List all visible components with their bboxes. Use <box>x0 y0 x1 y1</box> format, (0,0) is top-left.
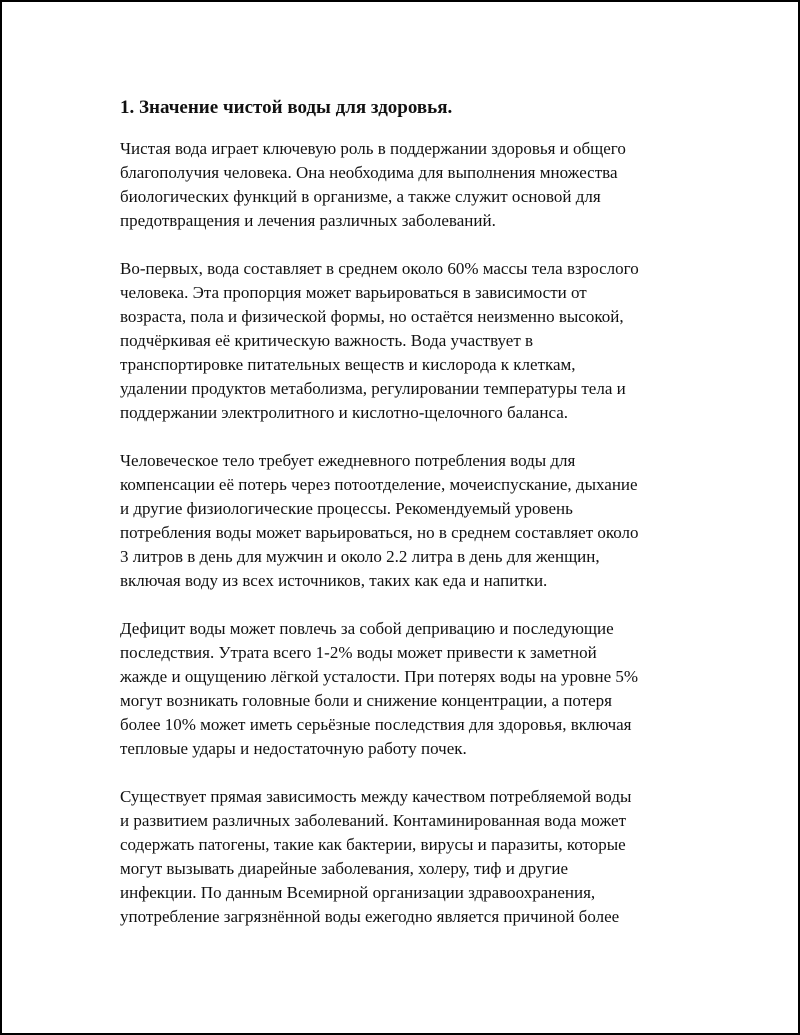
text-line: инфекции. По данным Всемирной организации здравоохранения, <box>120 883 596 902</box>
text-line: подчёркивая её критическую важность. Вода участвует в <box>120 331 534 350</box>
text-line: и развитием различных заболеваний. Контаминированная вода может <box>120 811 627 830</box>
text-line: потребления воды может варьироваться, но в среднем составляет около <box>120 523 639 542</box>
paragraph-4 <box>120 617 690 761</box>
text-line: Человеческое тело требует ежедневного потребления воды для <box>120 451 576 470</box>
text-line: последствия. Утрата всего 1-2% воды может привести к заметной <box>120 643 597 662</box>
paragraph-3 <box>120 449 690 593</box>
text-line: жажде и ощущению лёгкой усталости. При потерях воды на уровне 5% <box>120 667 639 686</box>
text-line: благополучия человека. Она необходима для выполнения множества <box>120 163 618 182</box>
text-line: могут возникать головные боли и снижение концентрации, а потеря <box>120 691 612 710</box>
text-line: Дефицит воды может повлечь за собой депривацию и последующие <box>120 619 614 638</box>
text-line: 3 литров в день для мужчин и около 2.2 литра в день для женщин, <box>120 547 600 566</box>
text-line: поддержании электролитного и кислотно-щелочного баланса. <box>120 403 569 422</box>
text-line: Существует прямая зависимость между качеством потребляемой воды <box>120 787 632 806</box>
section-heading: 1. Значение чистой воды для здоровья. <box>120 97 453 118</box>
text-line: биологических функций в организме, а также служит основой для <box>120 187 601 206</box>
paragraph-2 <box>120 257 690 425</box>
text-line: тепловые удары и недостаточную работу почек. <box>120 739 467 758</box>
paragraph-1 <box>120 137 690 233</box>
text-line: употребление загрязнённой воды ежегодно является причиной более <box>120 907 620 926</box>
text-line: Во-первых, вода составляет в среднем около 60% массы тела взрослого <box>120 259 639 278</box>
text-line: содержать патогены, такие как бактерии, вирусы и паразиты, которые <box>120 835 626 854</box>
text-line: транспортировке питательных веществ и кислорода к клеткам, <box>120 355 576 374</box>
text-line: и другие физиологические процессы. Рекомендуемый уровень <box>120 499 573 518</box>
text-line: человека. Эта пропорция может варьироваться в зависимости от <box>120 283 587 302</box>
text-line: включая воду из всех источников, таких как еда и напитки. <box>120 571 548 590</box>
text-line: более 10% может иметь серьёзные последствия для здоровья, включая <box>120 715 632 734</box>
text-line: возраста, пола и физической формы, но остаётся неизменно высокой, <box>120 307 624 326</box>
paragraph-5 <box>120 785 690 929</box>
document-content <box>120 96 690 953</box>
text-line: могут вызывать диарейные заболевания, холеру, тиф и другие <box>120 859 569 878</box>
text-line: Чистая вода играет ключевую роль в поддержании здоровья и общего <box>120 139 626 158</box>
text-line: компенсации её потерь через потоотделение, мочеиспускание, дыхание <box>120 475 638 494</box>
text-line: удалении продуктов метаболизма, регулировании температуры тела и <box>120 379 626 398</box>
text-line: предотвращения и лечения различных заболеваний. <box>120 211 496 230</box>
